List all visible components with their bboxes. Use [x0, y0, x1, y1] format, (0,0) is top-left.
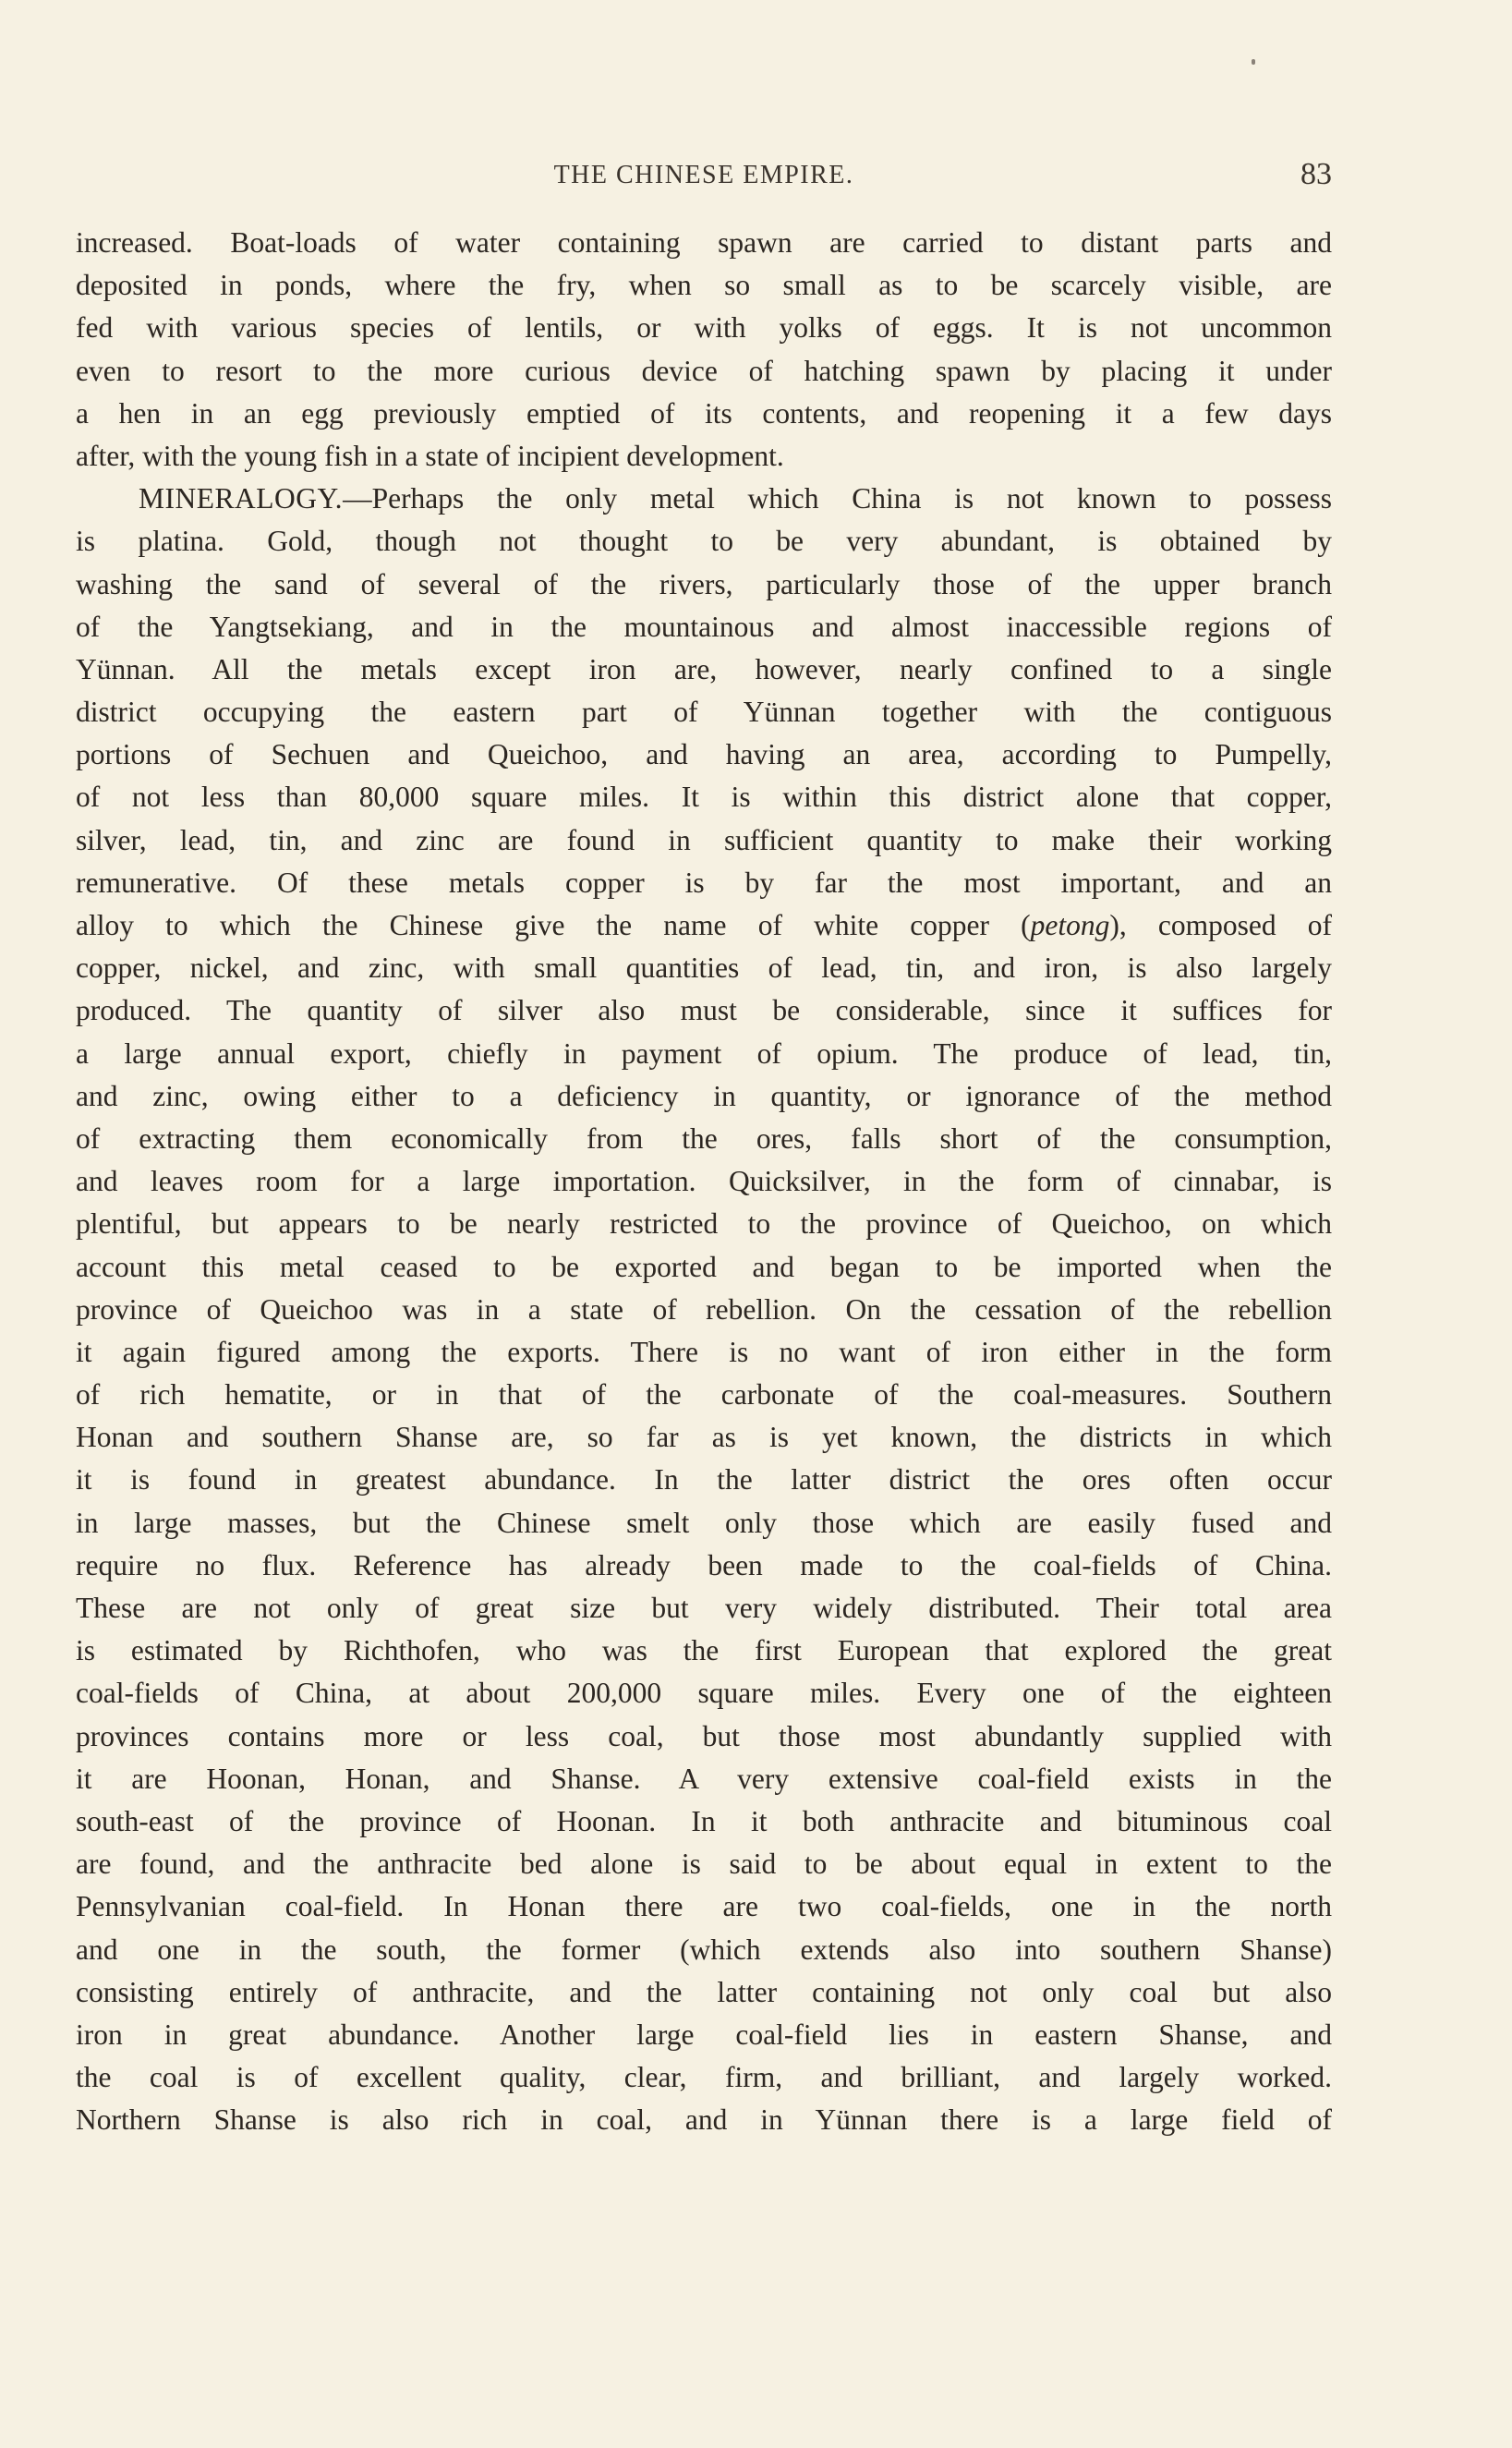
- text-line: of not less than 80,000 square miles. It is within this district alone that copper,: [76, 781, 1332, 814]
- text-line: copper, nickel, and zinc, with small quantities of lead, tin, and iron, is also largely: [76, 951, 1332, 985]
- text-line: is estimated by Richthofen, who was the first European that explored the great: [76, 1634, 1332, 1667]
- running-head: [76, 157, 1332, 200]
- text-line: a hen in an egg previously emptied of its contents, and reopening it a few days: [76, 396, 1332, 430]
- text-line: plentiful, but appears to be nearly restricted to the province of Queichoo, on which: [76, 1207, 1332, 1241]
- text-line: province of Queichoo was in a state of rebellion. On the cessation of the rebellion: [76, 1292, 1332, 1326]
- text-line: even to resort to the more curious device of hatching spawn by placing it under: [76, 354, 1332, 387]
- text-line: district occupying the eastern part of Yünnan together with the contiguous: [76, 696, 1332, 729]
- text-line: of extracting them economically from the ores, falls short of the consumption,: [76, 1121, 1332, 1155]
- text-line: coal-fields of China, at about 200,000 square miles. Every one of the eighteen: [76, 1677, 1332, 1710]
- text-line: produced. The quantity of silver also must be considerable, since it suffices for: [76, 994, 1332, 1027]
- text-line-rest: —Perhaps the only metal which China is not known to possess: [343, 482, 1332, 515]
- page-number: 83: [1300, 157, 1332, 191]
- text-line: and one in the south, the former (which extends also into southern Shanse): [76, 1933, 1332, 1966]
- text-line: Honan and southern Shanse are, so far as is yet known, the districts in which: [76, 1421, 1332, 1454]
- text-line: Yünnan. All the metals except iron are, however, nearly confined to a single: [76, 652, 1332, 685]
- section-heading-mineralogy: MINERALOGY.: [139, 482, 344, 515]
- running-title: THE CHINESE EMPIRE.: [553, 161, 854, 189]
- text-line: account this metal ceased to be exported and began to be imported when the: [76, 1250, 1332, 1283]
- text-line: iron in great abundance. Another large coal-field lies in eastern Shanse, and: [76, 2018, 1332, 2051]
- text-line: it again figured among the exports. There is no want of iron either in the form: [76, 1335, 1332, 1368]
- text-line: are found, and the anthracite bed alone is said to be about equal in extent to the: [76, 1848, 1332, 1881]
- text-line: is platina. Gold, though not thought to be very abundant, is obtained by: [76, 525, 1332, 558]
- text-line: and zinc, owing either to a deficiency in quantity, or ignorance of the method: [76, 1079, 1332, 1112]
- text-line: after, with the young fish in a state of incipient development.: [76, 439, 784, 472]
- text-line: fed with various species of lentils, or with yolks of eggs. It is not uncommon: [76, 311, 1332, 345]
- text-line: a large annual export, chiefly in payment of opium. The produce of lead, tin,: [76, 1036, 1332, 1070]
- text-line: silver, lead, tin, and zinc are found in sufficient quantity to make their working: [76, 823, 1332, 856]
- text-line: deposited in ponds, where the fry, when so small as to be scarcely visible, are: [76, 269, 1332, 302]
- text-line: consisting entirely of anthracite, and the latter containing not only coal but also: [76, 1975, 1332, 2008]
- text-line: of rich hematite, or in that of the carbonate of the coal-measures. Southern: [76, 1378, 1332, 1412]
- text-line: provinces contains more or less coal, but those most abundantly supplied with: [76, 1719, 1332, 1752]
- text-line: south-east of the province of Hoonan. In it both anthracite and bituminous coal: [76, 1804, 1332, 1837]
- paragraph-fish-culture: [76, 222, 1332, 478]
- text-line: Pennsylvanian coal-field. In Honan there are two coal-fields, one in the north: [76, 1890, 1332, 1923]
- text-line: portions of Sechuen and Queichoo, and having an area, according to Pumpelly,: [76, 738, 1332, 771]
- page-speck: [1252, 59, 1255, 65]
- text-line: washing the sand of several of the rivers, particularly those of the upper branch: [76, 567, 1332, 600]
- text-line: Northern Shanse is also rich in coal, and in Yünnan there is a large field of: [76, 2103, 1332, 2137]
- text-line: require no flux. Reference has already been made to the coal-fields of China.: [76, 1548, 1332, 1582]
- paragraph-mineralogy: [76, 478, 1332, 2141]
- text-line: it is found in greatest abundance. In the latter district the ores often occur: [76, 1463, 1332, 1497]
- text-line: and leaves room for a large importation. Quicksilver, in the form of cinnabar, is: [76, 1165, 1332, 1198]
- text-line: [76, 478, 1332, 520]
- text-line: These are not only of great size but very widely distributed. Their total area: [76, 1592, 1332, 1624]
- text-line: alloy to which the Chinese give the name of white copper (petong), composed of: [76, 909, 1332, 941]
- text-line: it are Hoonan, Honan, and Shanse. A very extensive coal-field exists in the: [76, 1762, 1332, 1795]
- text-line: remunerative. Of these metals copper is by far the most important, and an: [76, 866, 1332, 899]
- body-text: [76, 222, 1332, 2141]
- text-line: increased. Boat-loads of water containing spawn are carried to distant parts and: [76, 226, 1332, 259]
- text-line: of the Yangtsekiang, and in the mountainous and almost inaccessible regions of: [76, 610, 1332, 643]
- text-line: in large masses, but the Chinese smelt only those which are easily fused and: [76, 1506, 1332, 1539]
- italic-term: petong: [1030, 909, 1110, 941]
- text-line: the coal is of excellent quality, clear, firm, and brilliant, and largely worked.: [76, 2061, 1332, 2094]
